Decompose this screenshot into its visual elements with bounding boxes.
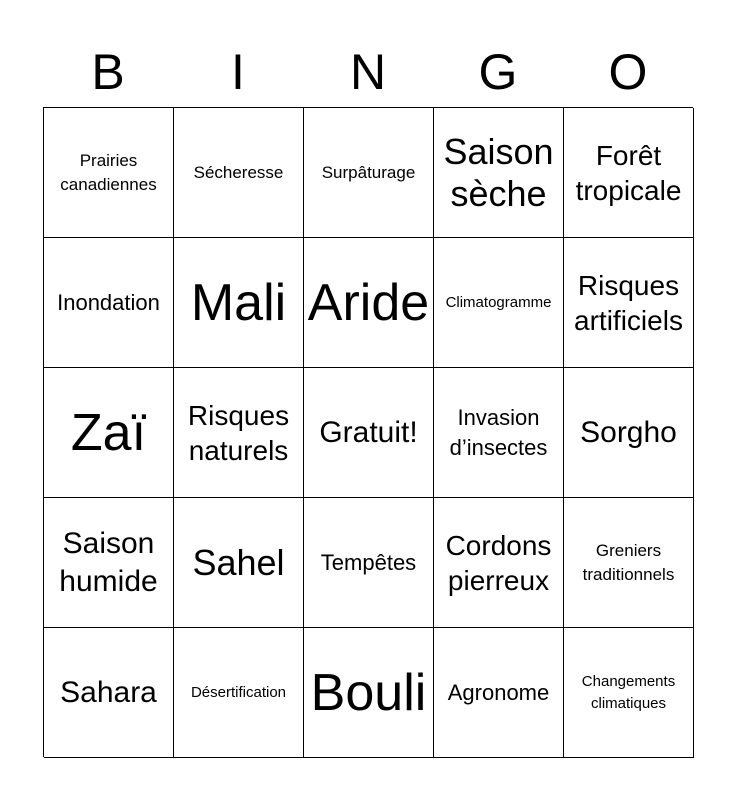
- bingo-cell[interactable]: [564, 108, 694, 238]
- bingo-cell[interactable]: [174, 238, 304, 368]
- bingo-cell[interactable]: [434, 368, 564, 498]
- cell-label: Greniers traditionnels: [582, 540, 675, 584]
- bingo-cell[interactable]: [564, 238, 694, 368]
- bingo-cell[interactable]: [174, 368, 304, 498]
- cell-label: Sécheresse: [193, 162, 284, 182]
- cell-label: Mali: [190, 273, 287, 332]
- bingo-cell[interactable]: [434, 498, 564, 628]
- cell-label: Saison sèche: [443, 130, 554, 214]
- bingo-cell[interactable]: [434, 238, 564, 368]
- bingo-cell[interactable]: [44, 238, 174, 368]
- header-letter-g: G: [478, 44, 518, 100]
- bingo-header: [43, 40, 693, 104]
- cell-label: Risques naturels: [187, 399, 290, 466]
- cell-label: Agronome: [447, 679, 550, 705]
- bingo-cell[interactable]: [44, 498, 174, 628]
- bingo-cell[interactable]: [304, 498, 434, 628]
- cell-label: Tempêtes: [320, 549, 417, 575]
- header-letter-n: N: [349, 44, 387, 100]
- cell-label: Sahara: [60, 675, 157, 709]
- cell-label: Sahel: [192, 541, 285, 583]
- bingo-cell[interactable]: [304, 238, 434, 368]
- cell-label: Cordons pierreux: [445, 529, 552, 596]
- bingo-cell[interactable]: [44, 108, 174, 238]
- header-letter-b: B: [91, 44, 125, 100]
- bingo-cell[interactable]: [44, 628, 174, 758]
- bingo-cell[interactable]: [564, 368, 694, 498]
- cell-label: Forêt tropicale: [575, 139, 682, 206]
- bingo-cell[interactable]: [174, 628, 304, 758]
- cell-label: Gratuit!: [319, 415, 418, 449]
- cell-label: Risques artificiels: [574, 269, 683, 336]
- header-letter-i: I: [231, 44, 245, 100]
- bingo-cell[interactable]: [304, 368, 434, 498]
- cell-label: Inondation: [57, 289, 160, 315]
- bingo-cell[interactable]: [434, 628, 564, 758]
- bingo-cell[interactable]: [564, 498, 694, 628]
- bingo-cell[interactable]: [44, 368, 174, 498]
- cell-label: Désertification: [190, 683, 287, 701]
- bingo-cell[interactable]: [434, 108, 564, 238]
- cell-label: Saison humide: [59, 526, 158, 598]
- cell-label: Climatogramme: [445, 293, 552, 311]
- cell-label: Bouli: [310, 663, 427, 722]
- bingo-grid: [43, 107, 693, 757]
- bingo-cell[interactable]: [304, 108, 434, 238]
- cell-label: Changements climatiques: [581, 672, 676, 712]
- cell-label: Sorgho: [580, 415, 677, 449]
- cell-label: Aride: [307, 273, 430, 332]
- bingo-cell[interactable]: [564, 628, 694, 758]
- cell-label: Surpâturage: [321, 162, 416, 182]
- bingo-cell[interactable]: [304, 628, 434, 758]
- header-letter-o: O: [608, 44, 648, 100]
- cell-label: Invasion d’insectes: [449, 404, 548, 460]
- bingo-cell[interactable]: [174, 108, 304, 238]
- cell-label: Prairies canadiennes: [60, 150, 157, 194]
- bingo-cell[interactable]: [174, 498, 304, 628]
- cell-label: Zaï: [70, 403, 147, 462]
